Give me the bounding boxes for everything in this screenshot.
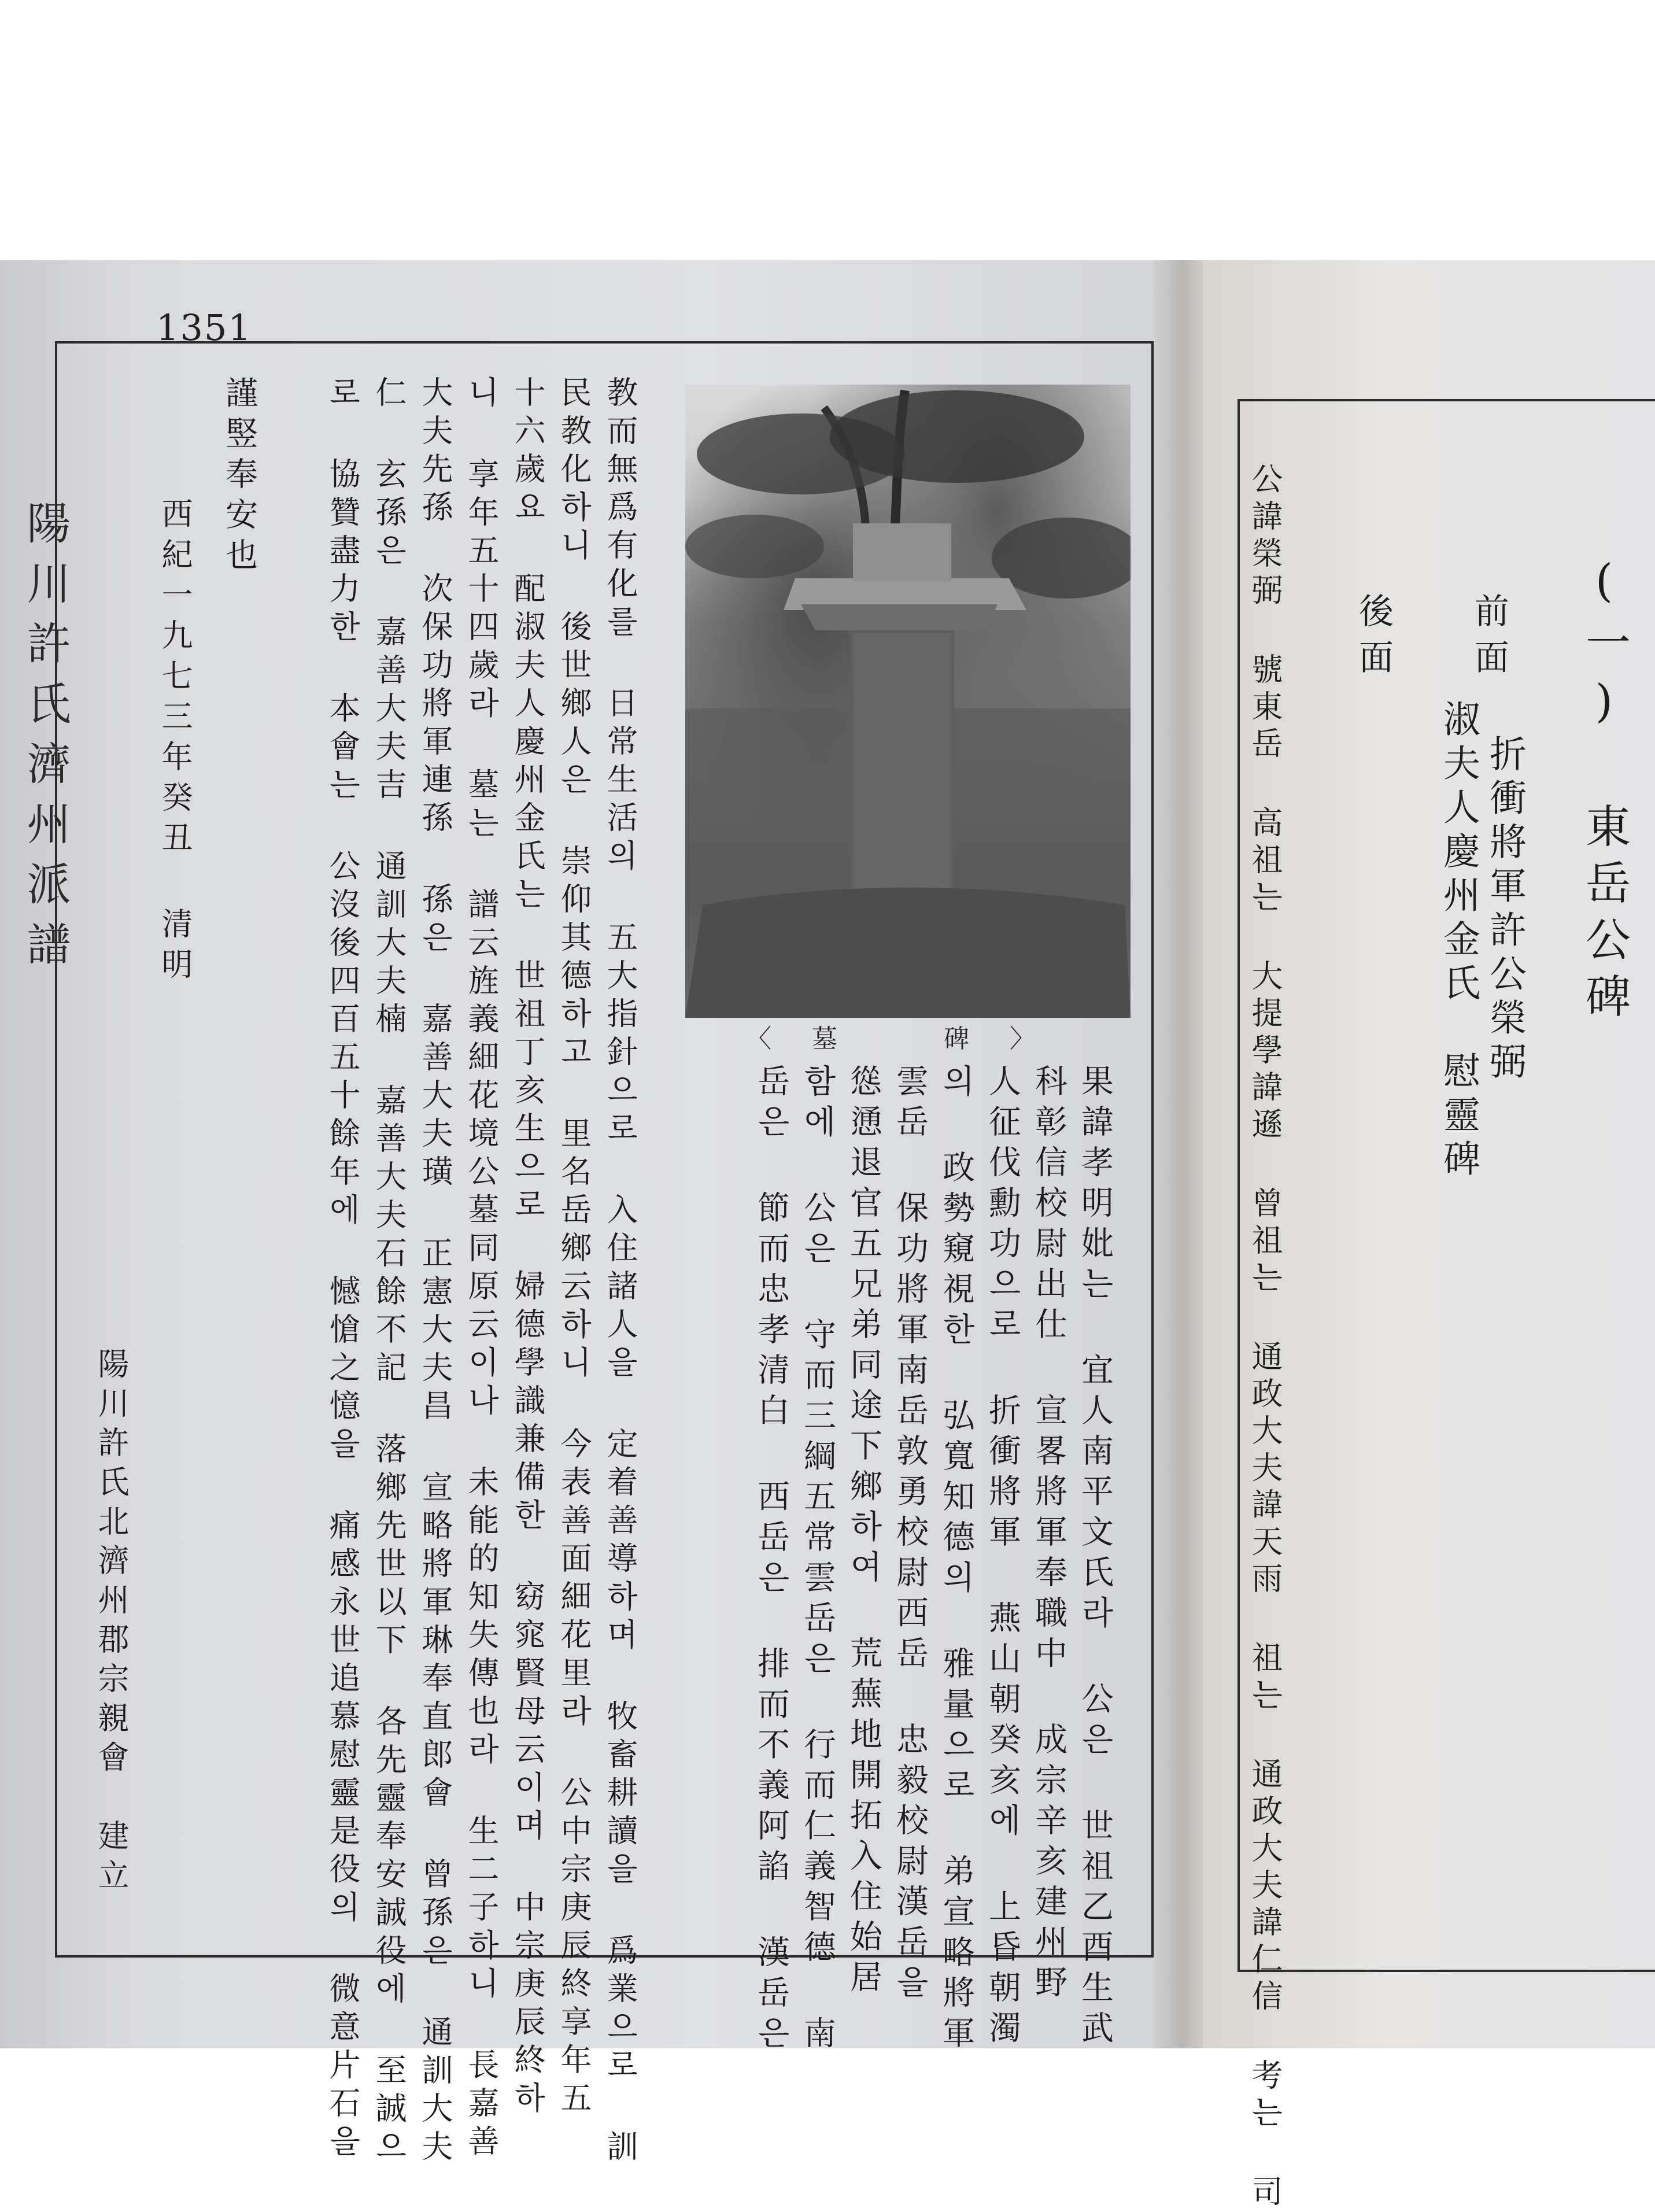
front-line: 折衝將軍許公榮弼 [1483, 734, 1526, 1086]
date-line: 西紀一九七三年癸丑 清明 [157, 497, 193, 988]
front-label: 前面 [1469, 593, 1509, 685]
text-column: 岳은 節而忠孝清白 西岳은 排而不義阿諂 漢岳은 [752, 1064, 790, 2056]
series-title: 陽川許氏濟州派譜 [20, 500, 71, 981]
book-gutter [1154, 260, 1206, 2048]
photo-caption: 〈墓 碑〉 [746, 1024, 1076, 1054]
section-title: (一) 東岳公碑 [1578, 555, 1630, 1029]
text-column: 雲岳 保功將軍南岳敦勇校尉西岳 忠毅校尉漢岳을 [891, 1064, 929, 2006]
text-column: 仁 玄孫은 嘉善大夫吉 通訓大夫楠 嘉善大夫石餘不記 落鄉先世以下 各先靈奉安誠役에 至誠으 [371, 376, 407, 2168]
tombstone-illustration [685, 385, 1131, 1018]
text-column: 의 政勢窺視한 弘寬知德의 雅量으로 弟宣略將軍 [937, 1064, 975, 2056]
text-column: 人征伐勳功으로 折衝將軍 燕山朝癸亥에 上昏朝濁 [984, 1064, 1021, 2051]
text-column: 大夫先孫 次保功將軍連孫 孫은 嘉善大夫璜 正憲大夫昌 宣略將軍琳奉直郎會 曾孫은 通訓大夫 [417, 376, 453, 2168]
back-text: 公諱榮弼 號東岳 高祖는 大提學諱遜 曾祖는 通政大夫諱天雨 祖는 通政大夫諱仁信 考는 司 [1247, 463, 1283, 2212]
text-column: 謹竪奉安也 [220, 376, 258, 578]
text-column: 科彰信校尉出仕 宣畧將軍奉職中 成宗辛亥建州野 [1030, 1064, 1067, 2006]
front-line: 淑夫人慶州金氏 慰靈碑 [1437, 700, 1480, 1183]
text-column: 果諱孝明妣는 宜人南平文氏라 公은 世祖乙酉生武 [1076, 1064, 1114, 2051]
text-column: 教而無爲有化를 日常生活의 五大指針으로 入住諸人을 定着善導하며 牧畜耕讀을 爲業으로 訓 [602, 376, 638, 2168]
back-label: 後面 [1353, 593, 1394, 685]
text-column: 니 享年五十四歲라 墓는 譜云旌義細花境公墓同原云이나 未能的知失傳也라 生二子하니 長嘉善 [463, 376, 500, 2163]
text-column: 十六歲요 配淑夫人慶州金氏는 世祖丁亥生으로 婦德學識兼備한 窈窕賢母云이며 中宗庚辰終하 [509, 376, 546, 2119]
tombstone-photo [685, 385, 1131, 1018]
text-column: 함에 公은 守而三綱五常雲岳은 行而仁義智德 南 [799, 1064, 836, 2056]
text-column: 民教化하니 後世鄉人은 崇仰其德하고 里名岳鄉云하니 今表善面細花里라 公中宗庚辰終享年五 [556, 376, 592, 2119]
text-column: 慫慂退官五兄弟同途下鄉하여 荒蕪地開拓入住始居 [845, 1064, 882, 2000]
page-number: 1351 [156, 306, 252, 349]
text-column: 로 協贊盡力한 本會는 公沒後四百五十餘年에 憾愴之憶을 痛感永世追慕慰靈是役의 微意片石을 [324, 376, 361, 2163]
builder-line: 陽川許氏北濟州郡宗親會 建立 [93, 1347, 130, 1898]
